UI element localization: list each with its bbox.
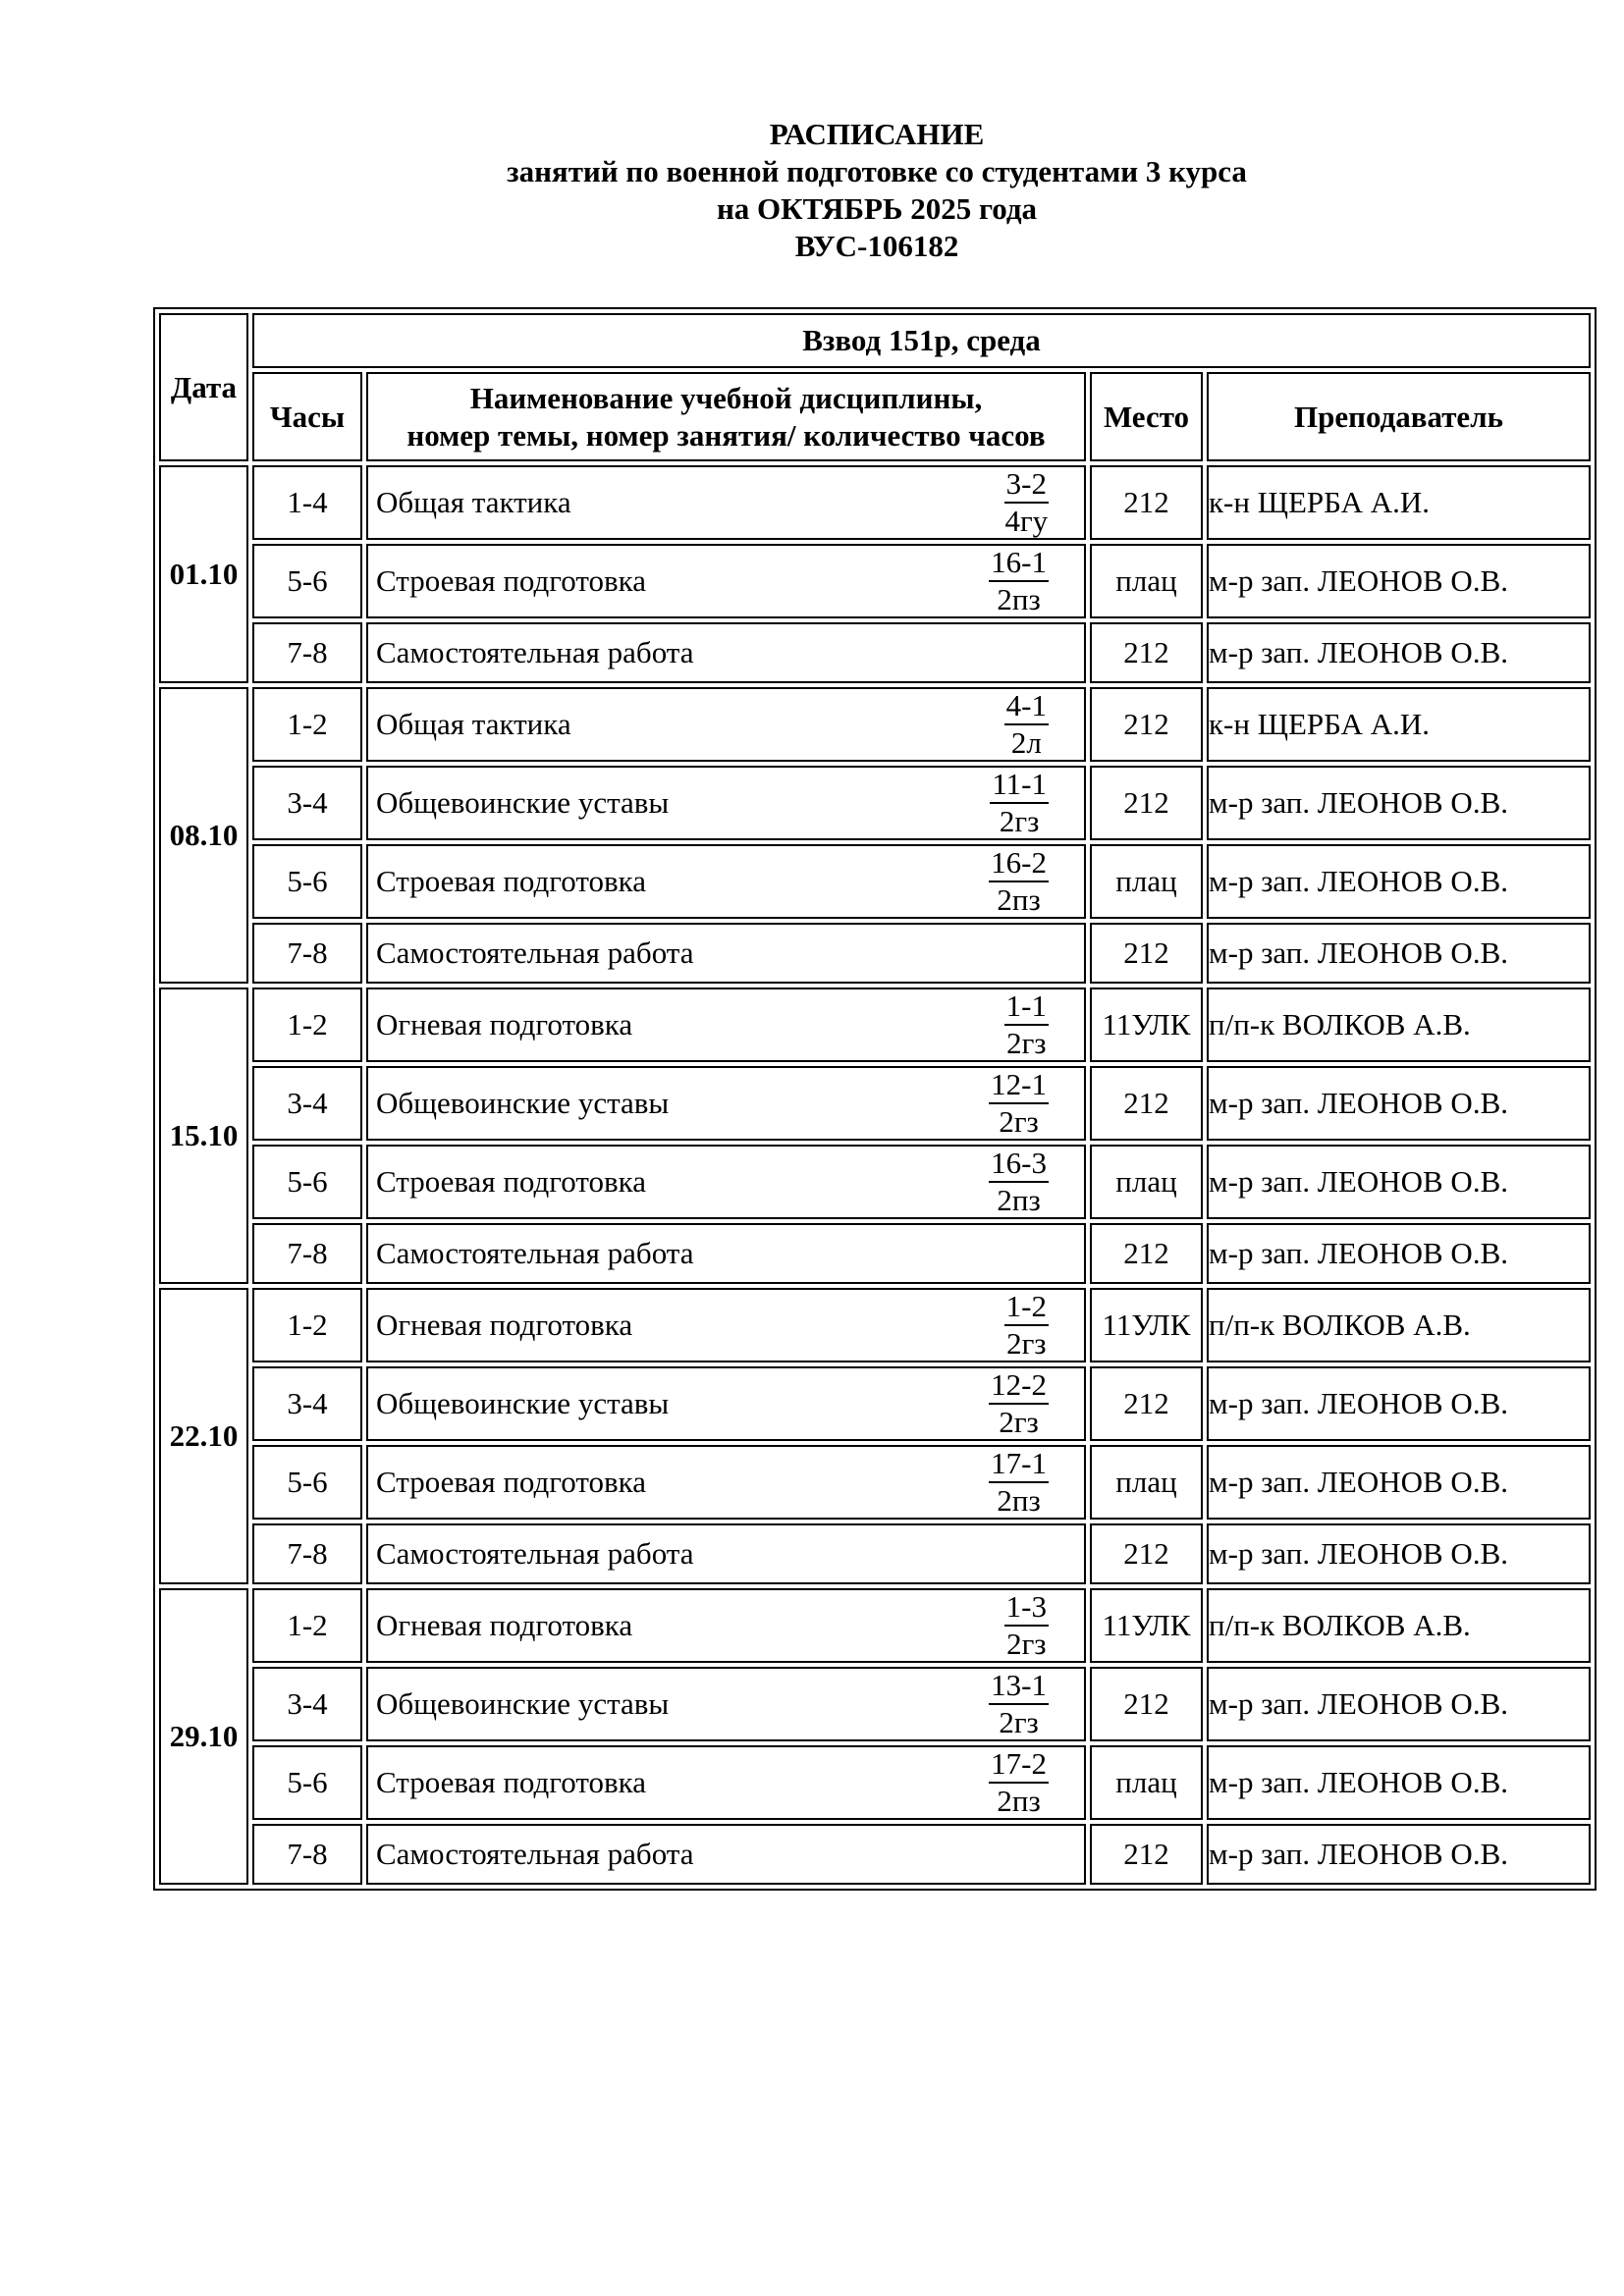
place-cell: плац xyxy=(1090,1445,1203,1520)
topic-code xyxy=(989,1668,1049,1740)
table-row xyxy=(159,988,1591,1062)
discipline-name: Строевая подготовка xyxy=(376,563,646,598)
lesson-hours-type: 2гз xyxy=(999,1705,1039,1739)
discipline-name: Строевая подготовка xyxy=(376,864,646,898)
document-header xyxy=(0,116,1624,265)
topic-lesson-number: 12-2 xyxy=(989,1367,1049,1405)
teacher-cell: м-р зап. ЛЕОНОВ О.В. xyxy=(1207,1445,1591,1520)
teacher-cell: м-р зап. ЛЕОНОВ О.В. xyxy=(1207,844,1591,919)
discipline-name: Самостоятельная работа xyxy=(376,1236,694,1270)
teacher-cell: п/п-к ВОЛКОВ А.В. xyxy=(1207,988,1591,1062)
lesson-hours-type: 4гу xyxy=(1004,504,1049,538)
column-header-teacher: Преподаватель xyxy=(1207,372,1591,461)
place-cell: 212 xyxy=(1090,766,1203,840)
topic-lesson-number: 17-2 xyxy=(989,1746,1049,1784)
date-cell: 15.10 xyxy=(159,988,248,1284)
lesson-hours-type: 2л xyxy=(1010,725,1042,760)
topic-lesson-number: 16-3 xyxy=(989,1146,1049,1183)
table-row xyxy=(159,1588,1591,1663)
hours-cell: 7-8 xyxy=(252,622,362,683)
column-header-discipline-line1: Наименование учебной дисциплины, xyxy=(469,380,983,415)
discipline-name: Самостоятельная работа xyxy=(376,1837,694,1871)
lesson-hours-type: 2гз xyxy=(999,804,1040,838)
schedule-body xyxy=(159,465,1591,1885)
hours-cell: 7-8 xyxy=(252,1824,362,1885)
table-row xyxy=(159,1523,1591,1584)
hours-cell: 7-8 xyxy=(252,1223,362,1284)
place-cell: 212 xyxy=(1090,1366,1203,1441)
topic-lesson-number: 17-1 xyxy=(989,1446,1049,1483)
table-row xyxy=(159,1445,1591,1520)
lesson-hours-type: 2пз xyxy=(997,882,1041,917)
table-row xyxy=(159,844,1591,919)
discipline-cell xyxy=(366,1145,1086,1219)
discipline-cell xyxy=(366,766,1086,840)
place-cell: плац xyxy=(1090,544,1203,618)
hours-cell: 7-8 xyxy=(252,1523,362,1584)
discipline-name: Огневая подготовка xyxy=(376,1308,633,1342)
topic-lesson-number: 16-2 xyxy=(989,845,1049,882)
table-row xyxy=(159,1223,1591,1284)
lesson-hours-type: 2гз xyxy=(999,1405,1039,1439)
topic-code xyxy=(1004,988,1049,1061)
teacher-cell: м-р зап. ЛЕОНОВ О.В. xyxy=(1207,1667,1591,1741)
table-row xyxy=(159,1066,1591,1141)
column-header-discipline xyxy=(366,372,1086,461)
lesson-hours-type: 2гз xyxy=(999,1104,1039,1139)
place-cell: плац xyxy=(1090,1745,1203,1820)
discipline-name: Общая тактика xyxy=(376,707,571,741)
lesson-hours-type: 2пз xyxy=(997,582,1041,616)
topic-code xyxy=(989,545,1049,617)
place-cell: 212 xyxy=(1090,1824,1203,1885)
discipline-cell xyxy=(366,622,1086,683)
topic-lesson-number: 3-2 xyxy=(1004,466,1049,504)
discipline-name: Общевоинские уставы xyxy=(376,1386,670,1420)
hours-cell: 7-8 xyxy=(252,923,362,984)
topic-lesson-number: 4-1 xyxy=(1004,688,1049,725)
table-row xyxy=(159,1745,1591,1820)
discipline-name: Общевоинские уставы xyxy=(376,1686,670,1721)
place-cell: 11УЛК xyxy=(1090,1588,1203,1663)
lesson-hours-type: 2гз xyxy=(1006,1326,1047,1361)
topic-lesson-number: 16-1 xyxy=(989,545,1049,582)
teacher-cell: м-р зап. ЛЕОНОВ О.В. xyxy=(1207,1366,1591,1441)
discipline-cell xyxy=(366,687,1086,762)
discipline-cell xyxy=(366,1288,1086,1362)
discipline-name: Строевая подготовка xyxy=(376,1164,646,1199)
place-cell: 212 xyxy=(1090,687,1203,762)
topic-code xyxy=(1004,1589,1049,1662)
discipline-name: Строевая подготовка xyxy=(376,1465,646,1499)
topic-code xyxy=(989,1067,1049,1140)
hours-cell: 1-4 xyxy=(252,465,362,540)
hours-cell: 3-4 xyxy=(252,1366,362,1441)
topic-code xyxy=(989,1146,1049,1218)
teacher-cell: м-р зап. ЛЕОНОВ О.В. xyxy=(1207,1523,1591,1584)
hours-cell: 5-6 xyxy=(252,1745,362,1820)
discipline-cell xyxy=(366,1824,1086,1885)
table-row xyxy=(159,1288,1591,1362)
teacher-cell: м-р зап. ЛЕОНОВ О.В. xyxy=(1207,1145,1591,1219)
discipline-name: Общевоинские уставы xyxy=(376,1086,670,1120)
schedule-table xyxy=(153,307,1597,1891)
place-cell: 212 xyxy=(1090,1523,1203,1584)
topic-lesson-number: 11-1 xyxy=(990,767,1049,804)
discipline-name: Самостоятельная работа xyxy=(376,935,694,970)
discipline-cell xyxy=(366,1223,1086,1284)
table-row xyxy=(159,1145,1591,1219)
teacher-cell: м-р зап. ЛЕОНОВ О.В. xyxy=(1207,1745,1591,1820)
topic-code xyxy=(990,767,1049,839)
topic-code xyxy=(1004,466,1049,539)
hours-cell: 5-6 xyxy=(252,844,362,919)
hours-cell: 1-2 xyxy=(252,687,362,762)
table-row xyxy=(159,465,1591,540)
hours-cell: 3-4 xyxy=(252,1066,362,1141)
topic-lesson-number: 1-1 xyxy=(1004,988,1049,1026)
place-cell: 212 xyxy=(1090,1667,1203,1741)
place-cell: 212 xyxy=(1090,622,1203,683)
table-row xyxy=(159,544,1591,618)
table-row xyxy=(159,923,1591,984)
teacher-cell: м-р зап. ЛЕОНОВ О.В. xyxy=(1207,1223,1591,1284)
place-cell: 212 xyxy=(1090,1223,1203,1284)
discipline-cell xyxy=(366,844,1086,919)
discipline-cell xyxy=(366,1588,1086,1663)
table-row xyxy=(159,622,1591,683)
lesson-hours-type: 2гз xyxy=(1006,1627,1047,1661)
column-header-hours: Часы xyxy=(252,372,362,461)
lesson-hours-type: 2пз xyxy=(997,1183,1041,1217)
topic-code xyxy=(1004,1289,1049,1362)
discipline-name: Самостоятельная работа xyxy=(376,1536,694,1571)
hours-cell: 1-2 xyxy=(252,1288,362,1362)
discipline-cell xyxy=(366,923,1086,984)
discipline-name: Огневая подготовка xyxy=(376,1007,633,1041)
column-header-date: Дата xyxy=(159,313,248,461)
discipline-name: Общая тактика xyxy=(376,485,571,519)
document-period: на ОКТЯБРЬ 2025 года xyxy=(716,191,1038,226)
table-row xyxy=(159,1366,1591,1441)
hours-cell: 1-2 xyxy=(252,988,362,1062)
place-cell: 11УЛК xyxy=(1090,988,1203,1062)
hours-cell: 5-6 xyxy=(252,1145,362,1219)
date-cell: 01.10 xyxy=(159,465,248,683)
discipline-cell xyxy=(366,1066,1086,1141)
teacher-cell: м-р зап. ЛЕОНОВ О.В. xyxy=(1207,544,1591,618)
hours-cell: 3-4 xyxy=(252,766,362,840)
table-row xyxy=(159,766,1591,840)
discipline-name: Строевая подготовка xyxy=(376,1765,646,1799)
topic-lesson-number: 13-1 xyxy=(989,1668,1049,1705)
discipline-name: Огневая подготовка xyxy=(376,1608,633,1642)
place-cell: 212 xyxy=(1090,1066,1203,1141)
table-row xyxy=(159,687,1591,762)
lesson-hours-type: 2пз xyxy=(997,1784,1041,1818)
lesson-hours-type: 2пз xyxy=(997,1483,1041,1518)
teacher-cell: м-р зап. ЛЕОНОВ О.В. xyxy=(1207,622,1591,683)
topic-lesson-number: 12-1 xyxy=(989,1067,1049,1104)
date-cell: 08.10 xyxy=(159,687,248,984)
topic-code xyxy=(1004,688,1049,761)
document-specialty-code: ВУС-106182 xyxy=(794,229,959,263)
topic-code xyxy=(989,1367,1049,1440)
discipline-cell xyxy=(366,988,1086,1062)
teacher-cell: п/п-к ВОЛКОВ А.В. xyxy=(1207,1588,1591,1663)
place-cell: плац xyxy=(1090,844,1203,919)
discipline-name: Самостоятельная работа xyxy=(376,635,694,669)
table-row xyxy=(159,1667,1591,1741)
teacher-cell: м-р зап. ЛЕОНОВ О.В. xyxy=(1207,766,1591,840)
column-header-discipline-line2: номер темы, номер занятия/ количество часов xyxy=(406,417,1046,453)
topic-code xyxy=(989,1446,1049,1519)
document-subtitle: занятий по военной подготовке со студентами 3 курса xyxy=(507,154,1247,188)
date-cell: 29.10 xyxy=(159,1588,248,1885)
topic-code xyxy=(989,1746,1049,1819)
hours-cell: 5-6 xyxy=(252,1445,362,1520)
platoon-header: Взвод 151р, среда xyxy=(252,313,1591,368)
topic-code xyxy=(989,845,1049,918)
hours-cell: 1-2 xyxy=(252,1588,362,1663)
discipline-cell xyxy=(366,544,1086,618)
teacher-cell: к-н ЩЕРБА А.И. xyxy=(1207,687,1591,762)
teacher-cell: м-р зап. ЛЕОНОВ О.В. xyxy=(1207,1066,1591,1141)
topic-lesson-number: 1-2 xyxy=(1004,1289,1049,1326)
lesson-hours-type: 2гз xyxy=(1006,1026,1047,1060)
place-cell: 212 xyxy=(1090,465,1203,540)
hours-cell: 5-6 xyxy=(252,544,362,618)
place-cell: плац xyxy=(1090,1145,1203,1219)
hours-cell: 3-4 xyxy=(252,1667,362,1741)
place-cell: 212 xyxy=(1090,923,1203,984)
table-row xyxy=(159,1824,1591,1885)
discipline-cell xyxy=(366,1445,1086,1520)
place-cell: 11УЛК xyxy=(1090,1288,1203,1362)
discipline-name: Общевоинские уставы xyxy=(376,785,670,820)
teacher-cell: п/п-к ВОЛКОВ А.В. xyxy=(1207,1288,1591,1362)
discipline-cell xyxy=(366,1745,1086,1820)
teacher-cell: м-р зап. ЛЕОНОВ О.В. xyxy=(1207,1824,1591,1885)
discipline-cell xyxy=(366,1366,1086,1441)
discipline-cell xyxy=(366,465,1086,540)
teacher-cell: к-н ЩЕРБА А.И. xyxy=(1207,465,1591,540)
date-cell: 22.10 xyxy=(159,1288,248,1584)
document-title: РАСПИСАНИЕ xyxy=(769,117,985,151)
column-header-place: Место xyxy=(1090,372,1203,461)
teacher-cell: м-р зап. ЛЕОНОВ О.В. xyxy=(1207,923,1591,984)
topic-lesson-number: 1-3 xyxy=(1004,1589,1049,1627)
discipline-cell xyxy=(366,1523,1086,1584)
discipline-cell xyxy=(366,1667,1086,1741)
